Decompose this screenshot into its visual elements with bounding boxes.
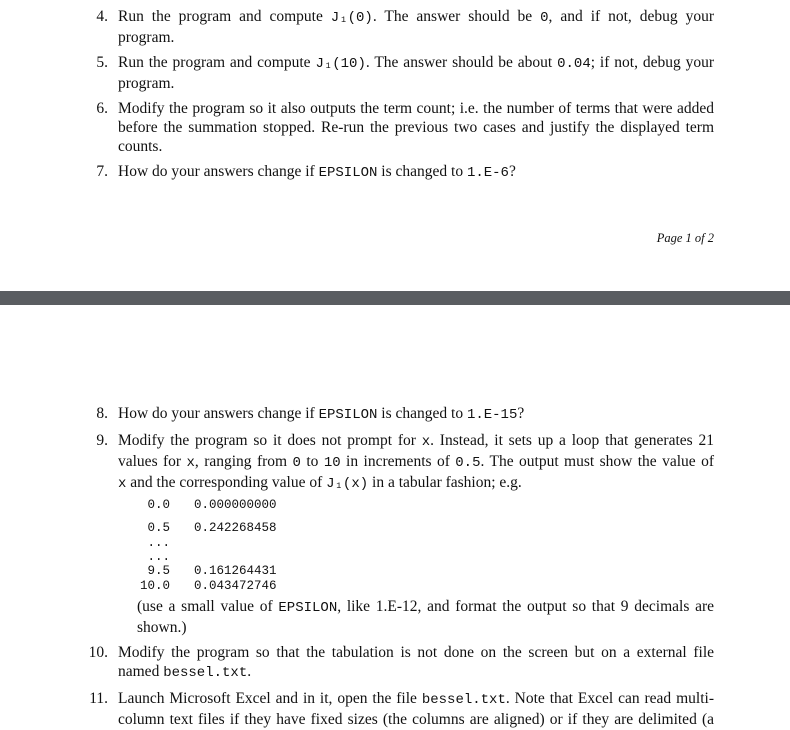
item-text-line: counts. bbox=[118, 138, 163, 155]
table-row: ... bbox=[147, 550, 170, 564]
item-number: 6. bbox=[96, 100, 108, 117]
item-text-line: Run the program and compute J₁(10). The answer should be about 0.04; if not, debug your bbox=[118, 54, 714, 72]
item-number: 8. bbox=[96, 405, 108, 422]
item-number: 5. bbox=[96, 54, 108, 71]
item-text-line: Modify the program so it does not prompt for x. Instead, it sets up a loop that generates 21 bbox=[118, 432, 714, 450]
item-number: 4. bbox=[96, 8, 108, 25]
table-row: ... bbox=[147, 536, 170, 550]
item-text-line: column text files if they have fixed sizes (the columns are aligned) or if they are delimited (a bbox=[118, 711, 714, 728]
table-row: 10.0 0.043472746 bbox=[139, 579, 277, 593]
item-text-line: Run the program and compute J₁(0). The answer should be 0, and if not, debug your bbox=[118, 8, 714, 26]
item-text-line: named bessel.txt. bbox=[118, 663, 252, 681]
table-row: 0.5 0.242268458 bbox=[147, 521, 277, 535]
item-text-line: (use a small value of EPSILON, like 1.E-12, and format the output so that 9 decimals are bbox=[137, 598, 714, 616]
item-text-line: How do your answers change if EPSILON is changed to 1.E-6? bbox=[118, 163, 516, 181]
item-text-line: values for x, ranging from 0 to 10 in increments of 0.5. The output must show the value of bbox=[118, 453, 714, 471]
page-footer: Page 1 of 2 bbox=[656, 231, 714, 245]
item-text-line: Modify the program so it also outputs the term count; i.e. the number of terms that were added bbox=[118, 100, 714, 117]
item-text-line: Launch Microsoft Excel and in it, open the file bessel.txt. Note that Excel can read multi- bbox=[118, 690, 714, 708]
item-text-line: program. bbox=[118, 29, 175, 46]
item-text-line: x and the corresponding value of J₁(x) in a tabular fashion; e.g. bbox=[118, 474, 522, 492]
page-2 bbox=[0, 305, 790, 730]
table-row: 0.0 0.000000000 bbox=[147, 498, 277, 512]
item-number: 10. bbox=[88, 644, 108, 661]
page-separator bbox=[0, 291, 790, 305]
item-text-line: Modify the program so that the tabulation is not done on the screen but on a external file bbox=[118, 644, 714, 661]
item-text-line: program. bbox=[118, 75, 175, 92]
item-number: 9. bbox=[96, 432, 108, 449]
item-text-line: shown.) bbox=[137, 619, 187, 636]
item-text-line: before the summation stopped. Re-run the previous two cases and justify the displayed term bbox=[118, 119, 714, 136]
item-text-line: How do your answers change if EPSILON is changed to 1.E-15? bbox=[118, 405, 525, 423]
item-number: 7. bbox=[96, 163, 108, 180]
table-row: 9.5 0.161264431 bbox=[147, 564, 277, 578]
item-number: 11. bbox=[89, 690, 108, 707]
page-1 bbox=[0, 0, 790, 291]
